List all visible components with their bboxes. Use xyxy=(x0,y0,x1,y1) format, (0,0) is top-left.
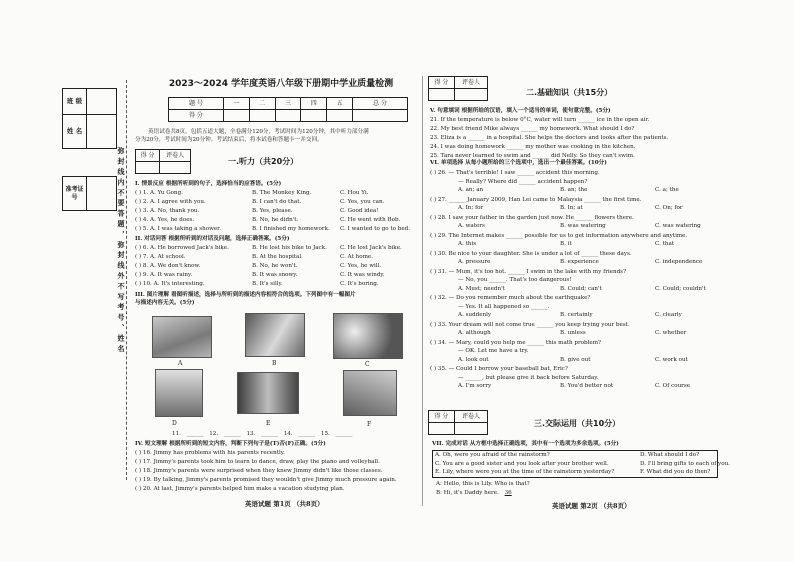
listening-q-option-c[interactable]: C. Hou Yi. xyxy=(340,190,369,196)
part5-instruction: V. 句意填词 根据所给的汉语，填入一个适当的单词，使句意完整。(5分) xyxy=(430,108,611,114)
mcq-option-c[interactable]: C. Could; couldn't xyxy=(655,285,706,292)
mcq-option-a[interactable]: A. although xyxy=(458,330,491,336)
mcq-option-b[interactable]: B. unless xyxy=(560,330,586,336)
id-table xyxy=(62,176,117,211)
mcq-option-a[interactable]: A. pressure xyxy=(458,259,491,265)
box-option-right: D. I'll bring gifts to each of you. xyxy=(640,460,730,467)
grader-name-label-2: 评卷人 xyxy=(454,77,487,89)
mcq-option-a[interactable]: A. In; for xyxy=(458,205,484,211)
mcq-option-a[interactable]: A. this xyxy=(458,241,477,247)
fill-blank-question[interactable]: 23. Eliza is a ______ in a hospital. She helps the doctors and looks after the patients. xyxy=(430,135,669,141)
mcq-option-b[interactable]: B. experience xyxy=(560,259,599,265)
dialog-q-option-a[interactable]: ( ) 9. A. It was rainy. xyxy=(135,272,193,278)
mcq-option-a[interactable]: A. I'm sorry xyxy=(458,383,492,389)
listening-q-option-c[interactable]: C. Good idea! xyxy=(340,208,379,214)
dialog-q-option-b[interactable]: B. It's silly. xyxy=(252,281,283,287)
dialog-q-option-c[interactable]: C. It was windy. xyxy=(340,272,385,278)
mcq-option-c[interactable]: C. Of course xyxy=(655,383,691,389)
mcq-option-c[interactable]: C. whether xyxy=(655,330,687,336)
tf-question[interactable]: ( ) 19. By talking, Jimmy's parents promised they wouldn't give Jimmy much pressure again. xyxy=(135,477,397,483)
mcq-stem: ( ) 27. ______ January 2009, Han Lei came to Malaysia ______ the first time. xyxy=(430,196,642,203)
score-header-cell: 四 xyxy=(301,98,327,110)
dialog-q-option-c[interactable]: C. At home. xyxy=(340,254,373,260)
dialog-line-2 xyxy=(436,490,512,497)
mcq-stem: ( ) 31. — Mum, it's too hot. ______ I swim in the lake with my friends? xyxy=(430,268,627,275)
dialog-q-option-a[interactable]: ( ) 6. A. He borrowed Jack's bike. xyxy=(135,245,229,251)
listening-q-option-a[interactable]: ( ) 1. A. Yu Gong. xyxy=(135,190,184,196)
fill-blank-question[interactable]: 24. I was doing homework ______ my mother was cooking in the kitchen. xyxy=(430,144,636,150)
photo-a-kitchen xyxy=(152,316,212,358)
grader-score-cell-2[interactable] xyxy=(429,89,455,101)
mcq-stem: ( ) 29. The Internet makes ______ possible for us to get information anywhere and anytime. xyxy=(430,232,688,239)
score-cell[interactable] xyxy=(249,110,275,122)
mcq-stem-reply: — No, you ______. That's too dangerous! xyxy=(458,277,572,283)
mcq-stem-reply: — Really? Where did ______ accident happen? xyxy=(458,178,588,185)
mcq-stem: ( ) 35. — Could I borrow your baseball bat, Eric? xyxy=(430,366,568,372)
listening-q-option-a[interactable]: ( ) 5. A. I was taking a shower. xyxy=(135,226,222,232)
seal-dotted-line xyxy=(126,80,127,480)
score-header-cell: 二 xyxy=(249,98,275,110)
score-header-cell: 总 分 xyxy=(352,98,407,110)
section3-title: 三.交际运用（共10分） xyxy=(534,419,621,428)
tf-question[interactable]: ( ) 18. Jimmy's parents were surprised when they knew Jimmy didn't like those classes. xyxy=(135,468,383,474)
mcq-option-b[interactable]: B. an; the xyxy=(560,187,588,193)
page1-footer: 英语试题 第1页 （共8页） xyxy=(245,500,324,508)
mcq-stem: ( ) 32. — Do you remember much about the earthquake? xyxy=(430,295,591,301)
mcq-option-b[interactable]: B. In; at xyxy=(560,205,583,211)
listening-q-option-b[interactable]: B. Yes, please. xyxy=(252,208,293,214)
listening-q-option-c[interactable]: C. Yes, you can. xyxy=(340,199,385,205)
score-header-cell: 三 xyxy=(275,98,301,110)
dialog-q-option-c[interactable]: C. Yes, he will. xyxy=(340,263,382,269)
photo-a-letter: A xyxy=(178,360,183,367)
dialog-q-option-b[interactable]: B. He lost his bike to Jack. xyxy=(252,245,327,251)
mcq-option-c[interactable]: C. clearly xyxy=(655,312,682,318)
fill-blank-question[interactable]: 21. If the temperature is below 0°C, water will turn ______ ice in the open air. xyxy=(430,117,650,123)
dialog-q-option-b[interactable]: B. It was snowy. xyxy=(252,272,298,278)
mcq-option-b[interactable]: B. it xyxy=(560,241,572,247)
exam-title: 2023～2024 学年度英语八年级下册期中学业质量检测 xyxy=(168,79,394,89)
grader-score-label-3: 得 分 xyxy=(429,411,455,423)
mcq-stem: ( ) 30. Be nice to your daughter. She is under a lot of ______ these days. xyxy=(430,250,632,257)
photo-d-person xyxy=(155,369,203,417)
dialog-line-2-text: B: Hi, it's Daddy here. xyxy=(436,490,499,496)
dialog-q-option-c[interactable]: C. He lost Jack's bike. xyxy=(340,245,402,251)
grader-box-1 xyxy=(135,149,191,174)
photo-e-letter: E xyxy=(266,420,271,427)
score-header-cell: 五 xyxy=(327,98,353,110)
name-label: 姓 名 xyxy=(63,115,87,149)
mcq-option-b[interactable]: B. was watering xyxy=(560,223,606,229)
section2-title: 二.基础知识（共15分） xyxy=(526,88,613,97)
score-row-label: 得 分 xyxy=(169,110,224,122)
score-header-cell: 一 xyxy=(223,98,249,110)
intro-line-1: 英语试卷共8页，包括五道大题，全卷满分120分，考试时间为120分钟，其中听力部分满 xyxy=(148,129,369,135)
blank-36[interactable]: 36 xyxy=(504,490,512,496)
grader-score-cell-3[interactable] xyxy=(429,423,455,435)
mcq-stem: ( ) 26. — That's terrible! I saw ______ accident this morning. xyxy=(430,170,600,176)
photo-f-bike xyxy=(343,370,397,416)
box-option-left: A. Oh, were you afraid of the rainstorm? xyxy=(435,452,550,458)
grader-name-label-3: 评卷人 xyxy=(454,411,487,423)
part6-instruction: VI. 单项选择 从每小题所给的三个选项中，选出一个最佳答案。(10分) xyxy=(430,160,607,166)
grader-name-label: 评卷人 xyxy=(160,150,191,162)
dialog-q-option-a[interactable]: ( ) 10. A. It's interesting. xyxy=(135,281,205,287)
box-option-left: C. You are a good sister and you look after your brother well. xyxy=(435,460,609,467)
tf-question[interactable]: ( ) 16. Jimmy has problems with his parents recently. xyxy=(135,450,285,456)
dialog-q-option-a[interactable]: ( ) 7. A. At school. xyxy=(135,254,186,260)
photo-b-letter: B xyxy=(272,360,277,367)
box-option-left: E. Lily, where were you at the time of the rainstorm yesterday? xyxy=(435,469,615,476)
part3-instruction-2: 与描述内容无关。(5分) xyxy=(135,300,195,306)
listening-q-option-a[interactable]: ( ) 2. A. I agree with you. xyxy=(135,199,206,205)
picture-answer-blanks[interactable]: 11. ______ 12. ______ 13. ______ 14. ______ 15. ______ xyxy=(172,431,353,437)
score-header-cell: 题 号 xyxy=(169,98,224,110)
part3-instruction-1: III. 图片理解 看图听描述，选择与所听到的描述内容相符合的选项。下列图中有一幅图片 xyxy=(135,292,356,298)
dialog-q-option-a[interactable]: ( ) 8. A. We don't know. xyxy=(135,263,201,269)
page-divider xyxy=(422,76,423,506)
photo-d-letter: D xyxy=(172,420,177,427)
dialog-line-1: A: Hello, this is Lily. Who is that? xyxy=(436,481,530,487)
part2-instruction: II. 对话问答 根据所听到的对话及问题，选择正确答案。(5分) xyxy=(135,236,290,242)
mcq-option-c[interactable]: C. On; for xyxy=(655,205,683,211)
score-table xyxy=(168,97,408,122)
score-cell[interactable] xyxy=(301,110,327,122)
score-cell[interactable] xyxy=(352,110,407,122)
mcq-stem-reply: — Yes. It all happened so ______. xyxy=(458,303,550,310)
listening-q-option-b[interactable]: B. I can't do that. xyxy=(252,199,302,205)
intro-line-2: 分为20分，考试时间为20分钟。考试结束后，将本试卷和答题卡一并交回。 xyxy=(135,137,323,143)
mcq-stem: ( ) 33. Your dream will not come true ______ you keep trying your best. xyxy=(430,321,630,328)
score-cell[interactable] xyxy=(223,110,249,122)
id-label: 准考证号 xyxy=(63,177,87,211)
tf-question[interactable]: ( ) 20. At last, Jimmy's parents helped him make a vacation studying plan. xyxy=(135,486,345,492)
photo-e-speech xyxy=(237,372,299,414)
mcq-option-b[interactable]: B. certainly xyxy=(560,312,593,318)
listening-q-option-c[interactable]: C. He went with Bob. xyxy=(340,217,401,223)
mcq-stem-reply: — OK. Let me have a try. xyxy=(458,348,529,354)
mcq-option-b[interactable]: B. give out xyxy=(560,356,591,363)
grader-box-3 xyxy=(428,410,488,435)
listening-q-option-b[interactable]: B. No, he didn't. xyxy=(252,217,299,223)
mcq-stem: ( ) 28. I saw your father in the garden just now. He ______ flowers there. xyxy=(430,214,634,221)
mcq-option-c[interactable]: C. was watering xyxy=(655,223,701,229)
mcq-option-c[interactable]: C. a; the xyxy=(655,187,679,193)
mcq-option-a[interactable]: A. waters xyxy=(458,223,485,229)
dialog-q-option-c[interactable]: C. It's boring. xyxy=(340,281,379,287)
box-option-right: F. What did you do then? xyxy=(640,469,711,476)
mcq-option-c[interactable]: C. work out xyxy=(655,356,688,363)
mcq-stem: ( ) 34. — Mary, could you help me ______ this math problem? xyxy=(430,339,602,346)
photo-f-letter: F xyxy=(367,421,372,428)
photo-c-crowd xyxy=(333,313,403,359)
mcq-option-a[interactable]: A. an; an xyxy=(458,187,484,193)
name-field[interactable] xyxy=(87,115,117,149)
mcq-option-b[interactable]: B. Could; can't xyxy=(560,285,602,292)
seal-line-notice: 弥封线内不要答题，弥封线外不写考号、姓名 xyxy=(117,147,126,355)
binding-info-table xyxy=(62,88,117,149)
dialog-q-option-b[interactable]: B. At the hospital. xyxy=(252,254,303,260)
mcq-stem-reply: — ______, but please give it back before Saturday. xyxy=(458,374,599,381)
score-cell[interactable] xyxy=(327,110,353,122)
section1-title: 一.听力（共20分） xyxy=(228,157,299,166)
part7-instruction: VII. 完成对话 从方框中选择正确选项，其中有一个选项为多余选项。(5分) xyxy=(432,441,619,447)
listening-q-option-b[interactable]: B. The Monkey King. xyxy=(252,190,312,196)
listening-q-option-a[interactable]: ( ) 4. A. Yes, he does. xyxy=(135,217,195,223)
id-field[interactable] xyxy=(87,177,117,211)
part1-instruction: I. 情景反应 根据所听到的句子，选择恰当的应答语。(5分) xyxy=(135,181,282,187)
box-option-right: D. What should I do? xyxy=(640,452,700,458)
mcq-option-a[interactable]: A. look out xyxy=(458,356,489,363)
mcq-option-c[interactable]: C. that xyxy=(655,241,675,247)
listening-q-option-b[interactable]: B. I finished my homework. xyxy=(252,226,330,232)
class-label: 班 级 xyxy=(63,89,87,115)
dialog-q-option-b[interactable]: B. No, he won't. xyxy=(252,263,298,269)
grader-name-cell-2[interactable] xyxy=(454,89,487,101)
part4-instruction: IV. 短文理解 根据所听到的短文内容，判断下列句子是(T)否(F)正确。(5分) xyxy=(135,441,326,447)
mcq-option-c[interactable]: C. independence xyxy=(655,259,703,265)
class-field[interactable] xyxy=(87,89,117,115)
score-cell[interactable] xyxy=(275,110,301,122)
mcq-option-b[interactable]: B. You'd better not xyxy=(560,383,614,389)
grader-box-2 xyxy=(428,76,488,101)
grader-name-cell[interactable] xyxy=(160,162,191,174)
fill-blank-question[interactable]: 25. Tara never learned to swim and ______ did Nelly. So they can't swim. xyxy=(430,153,635,159)
grader-name-cell-3[interactable] xyxy=(454,423,487,435)
mcq-option-a[interactable]: A. Must; needn't xyxy=(458,285,505,292)
fill-blank-question[interactable]: 22. My best friend Mike always ______ my homework. What should I do? xyxy=(430,126,635,132)
grader-score-label-2: 得 分 xyxy=(429,77,455,89)
grader-score-cell[interactable] xyxy=(136,162,160,174)
listening-q-option-a[interactable]: ( ) 3. A. No, thank you. xyxy=(135,208,200,214)
photo-c-letter: C xyxy=(365,361,370,368)
page2-footer: 英语试题 第2页 （共8页） xyxy=(552,502,631,510)
grader-score-label: 得 分 xyxy=(136,150,160,162)
tf-question[interactable]: ( ) 17. Jimmy's parents took him to learn to dance, draw, play the piano and volleyball. xyxy=(135,459,380,465)
listening-q-option-c[interactable]: C. I wanted to go to bed. xyxy=(340,226,411,232)
mcq-option-a[interactable]: A. suddenly xyxy=(458,312,492,318)
photo-b-street xyxy=(245,313,305,357)
